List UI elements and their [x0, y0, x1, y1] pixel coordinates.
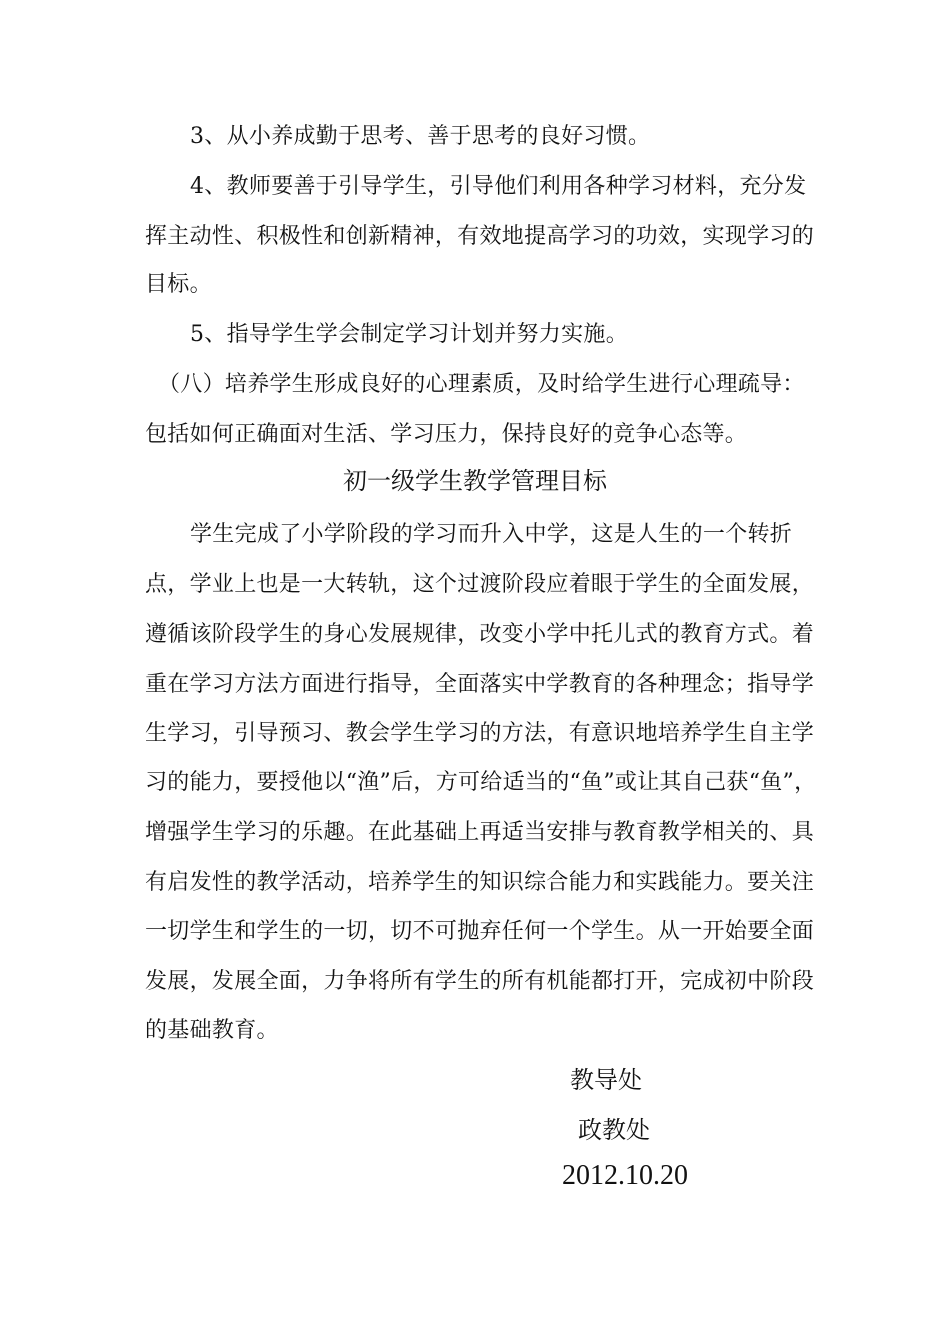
signature-date: 2012.10.20 — [562, 1160, 688, 1191]
body-line: 一切学生和学生的一切，切不可抛弃任何一个学生。从一开始要全面 — [145, 919, 815, 944]
body-line: 遵循该阶段学生的身心发展规律，改变小学中托儿式的教育方式。着 — [145, 622, 815, 647]
signature-dept-1: 教导处 — [570, 1066, 642, 1094]
body-line: 发展，发展全面，力争将所有学生的所有机能都打开，完成初中阶段 — [145, 969, 815, 994]
body-line: 增强学生学习的乐趣。在此基础上再适当安排与教育教学相关的、具 — [145, 820, 815, 845]
item-3-line: 3、从小养成勤于思考、善于思考的良好习惯。 — [190, 124, 651, 149]
body-line: 点，学业上也是一大转轨，这个过渡阶段应着眼于学生的全面发展， — [145, 572, 815, 597]
section-title: 初一级学生教学管理目标 — [343, 467, 607, 495]
body-line: 的基础教育。 — [145, 1018, 279, 1043]
section-8-line-1: （八）培养学生形成良好的心理素质，及时给学生进行心理疏导： — [158, 372, 805, 397]
body-line: 学生完成了小学阶段的学习而升入中学，这是人生的一个转折 — [190, 522, 793, 547]
body-line: 重在学习方法方面进行指导，全面落实中学教育的各种理念；指导学 — [145, 672, 815, 697]
item-4-line-1: 4、教师要善于引导学生，引导他们利用各种学习材料，充分发 — [190, 174, 807, 199]
body-line: 生学习，引导预习、教会学生学习的方法，有意识地培养学生自主学 — [145, 721, 815, 746]
body-line: 习的能力，要授他以“渔”后，方可给适当的“鱼”或让其自己获“鱼”， — [145, 770, 817, 795]
item-5-line: 5、指导学生学会制定学习计划并努力实施。 — [190, 322, 628, 347]
section-8-line-2: 包括如何正确面对生活、学习压力，保持良好的竞争心态等。 — [145, 422, 748, 447]
body-line: 有启发性的教学活动，培养学生的知识综合能力和实践能力。要关注 — [145, 870, 815, 895]
item-4-line-3: 目标。 — [145, 272, 212, 297]
signature-dept-2: 政教处 — [578, 1116, 650, 1144]
item-4-line-2: 挥主动性、积极性和创新精神，有效地提高学习的功效，实现学习的 — [145, 224, 815, 249]
